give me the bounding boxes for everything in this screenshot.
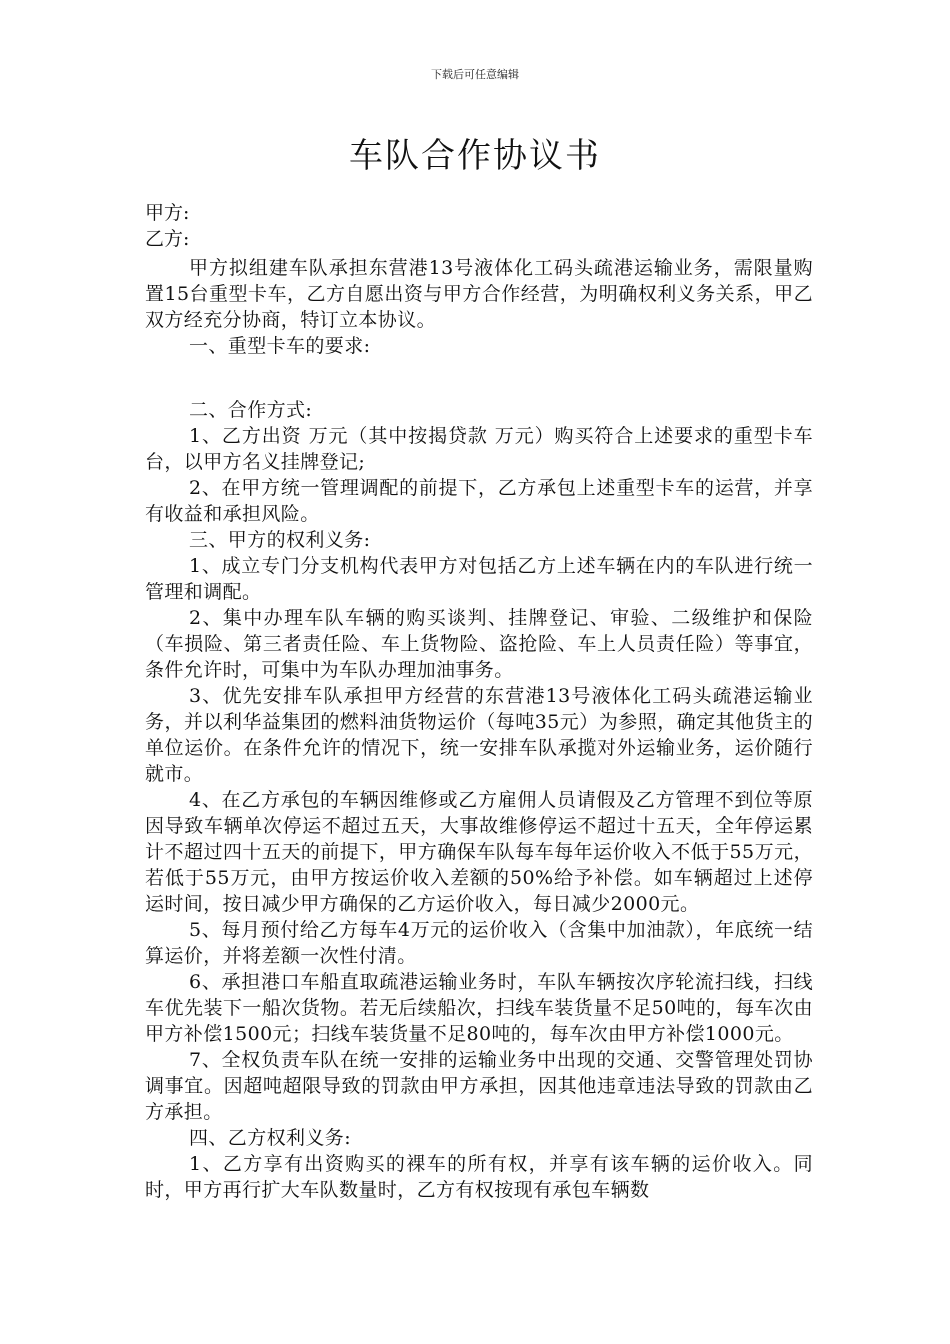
clause-3-4: 4、在乙方承包的车辆因维修或乙方雇佣人员请假及乙方管理不到位等原因导致车辆单次停运不超过五天，大事故维修停运不超过十五天，全年停运累计不超过四十五天的前提下，甲方确保车队每车每年运价收入不低于55万元，若低于55万元，由甲方按运价收入差额的50%给予补偿。如车辆超过上述停运时间，按日减少甲方确保的乙方运价收入，每日减少2000元。 xyxy=(145,789,813,915)
clause-2-2: 2、在甲方统一管理调配的前提下，乙方承包上述重型卡车的运营，并享有收益和承担风险。 xyxy=(145,477,813,525)
section-heading-3: 三、甲方的权利义务: xyxy=(189,529,371,551)
clause-3-2: 2、集中办理车队车辆的购买谈判、挂牌登记、审验、二级维护和保险（车损险、第三者责任险、车上货物险、盗抢险、车上人员责任险）等事宜，条件允许时，可集中为车队办理加油事务。 xyxy=(145,607,813,681)
header-note: 下载后可任意编辑 xyxy=(431,68,519,81)
clause-3-6: 6、承担港口车船直取疏港运输业务时，车队车辆按次序轮流扫线，扫线车优先装下一船次货物。若无后续船次，扫线车装货量不足50吨的，每车次由甲方补偿1500元；扫线车装货量不足80吨的，每车次由甲方补偿1000元。 xyxy=(145,971,813,1045)
section-heading-1: 一、重型卡车的要求: xyxy=(189,335,371,357)
section-heading-2: 二、合作方式: xyxy=(189,399,313,421)
section-heading-4: 四、乙方权利义务: xyxy=(189,1127,352,1149)
clause-4-1: 1、乙方享有出资购买的裸车的所有权，并享有该车辆的运价收入。同时，甲方再行扩大车队数量时，乙方有权按现有承包车辆数 xyxy=(145,1153,813,1201)
clause-3-7: 7、全权负责车队在统一安排的运输业务中出现的交通、交警管理处罚协调事宜。因超吨超限导致的罚款由甲方承担，因其他违章违法导致的罚款由乙方承担。 xyxy=(145,1049,813,1123)
party-b-label: 乙方: xyxy=(145,228,190,250)
document-title: 车队合作协议书 xyxy=(349,136,601,176)
clause-3-1: 1、成立专门分支机构代表甲方对包括乙方上述车辆在内的车队进行统一管理和调配。 xyxy=(145,555,813,603)
party-a-label: 甲方: xyxy=(145,202,190,224)
intro-paragraph: 甲方拟组建车队承担东营港13号液体化工码头疏港运输业务，需限量购置15台重型卡车，乙方自愿出资与甲方合作经营，为明确权利义务关系，甲乙双方经充分协商，特订立本协议。 xyxy=(145,257,813,331)
blank-space xyxy=(145,385,813,397)
blank-space xyxy=(145,359,813,385)
clause-3-5: 5、每月预付给乙方每车4万元的运价收入（含集中加油款），年底统一结算运价，并将差额一次性付清。 xyxy=(145,919,813,967)
agreement-body xyxy=(145,255,813,1203)
clause-2-1: 1、乙方出资 万元（其中按揭贷款 万元）购买符合上述要求的重型卡车 台，以甲方名义挂牌登记; xyxy=(145,425,813,473)
clause-3-3: 3、优先安排车队承担甲方经营的东营港13号液体化工码头疏港运输业务，并以利华益集团的燃料油货物运价（每吨35元）为参照，确定其他货主的单位运价。在条件允许的情况下，统一安排车队承揽对外运输业务，运价随行就市。 xyxy=(145,685,813,785)
